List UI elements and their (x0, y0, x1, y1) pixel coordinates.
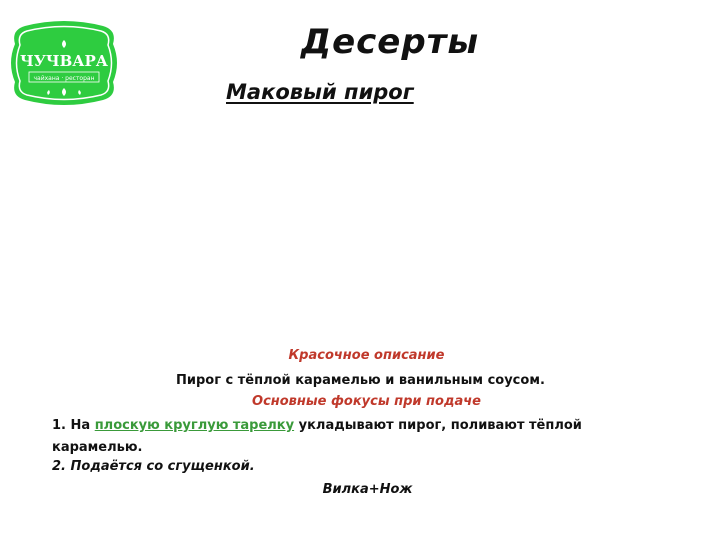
description-heading: Красочное описание (288, 348, 445, 363)
plate-link[interactable]: плоскую круглую тарелку (94, 418, 295, 433)
serving-step-1-suffix: укладывают пирог, поливают тёплой карамелью. (52, 418, 582, 455)
serving-heading: Основные фокусы при подаче (252, 394, 481, 409)
serving-step-1 (52, 415, 632, 459)
logo-brand-text: ЧУЧВАРА (20, 52, 108, 70)
serving-step-2: 2. Подаётся со сгущенкой. (52, 459, 255, 474)
description-text: Пирог с тёплой карамелью и ванильным соусом. (176, 373, 545, 388)
dish-name: Маковый пирог (226, 80, 414, 104)
page-title: Десерты (300, 22, 480, 62)
serving-step-1-prefix: 1. На (52, 418, 95, 433)
utensils-text: Вилка+Нож (322, 482, 413, 497)
logo-tagline-text: чайхана · ресторан (33, 75, 95, 82)
